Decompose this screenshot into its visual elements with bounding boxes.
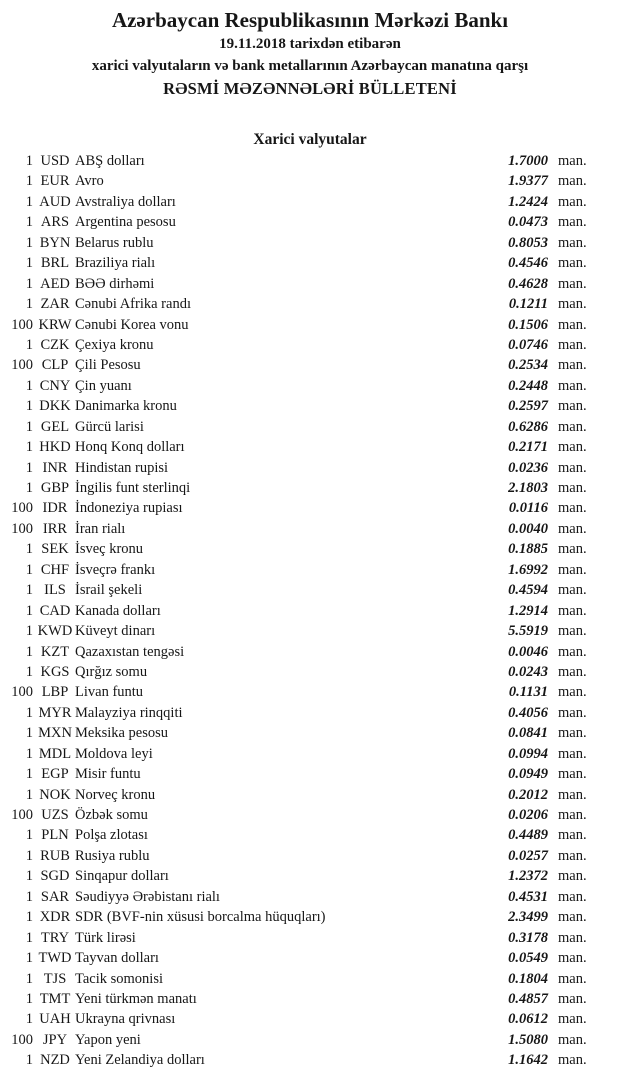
currency-name: Gürcü larisi [75,418,144,435]
currency-code: HKD [39,439,71,456]
currency-code: NOK [39,786,71,803]
currency-quantity: 100 [11,357,33,374]
unit-label: man. [558,439,587,456]
currency-code: DKK [39,398,71,415]
exchange-rate: 0.4857 [508,990,548,1007]
table-row [0,682,620,702]
unit-label: man. [558,500,587,517]
exchange-rate: 1.2424 [508,193,548,210]
exchange-rate: 0.0046 [508,643,548,660]
unit-label: man. [558,275,587,292]
currency-quantity: 1 [25,745,33,762]
unit-label: man. [558,459,587,476]
currency-name: Argentina pesosu [75,214,176,231]
currency-quantity: 100 [11,807,33,823]
exchange-rate: 0.2012 [508,786,548,803]
table-row [0,907,620,927]
table-row [0,703,620,723]
exchange-rate: 0.4056 [508,704,548,721]
table-row [0,458,620,478]
currency-name: Braziliya rialı [75,255,156,272]
currency-code: CNY [39,377,71,394]
exchange-rate: 0.6286 [508,418,548,435]
table-row [0,601,620,621]
unit-label: man. [558,336,587,353]
unit-label: man. [558,766,587,783]
currency-code: MDL [38,745,72,762]
currency-code: TWD [38,950,72,967]
exchange-rate: 1.7000 [508,153,548,169]
unit-label: man. [558,868,587,885]
currency-quantity: 1 [25,398,33,415]
currency-name: İsrail şekeli [75,582,143,599]
currency-quantity: 1 [25,582,33,599]
currency-quantity: 1 [25,623,33,640]
section-title-foreign-currencies: Xarici valyutalar [253,131,367,148]
currency-code: XDR [39,909,71,926]
currency-code: KGS [40,663,70,680]
currency-name: Cənubi Afrika randı [75,296,191,313]
currency-code: MXN [38,725,72,742]
currency-code: PLN [41,827,69,844]
currency-quantity: 1 [25,909,33,926]
table-row [0,498,620,518]
currency-quantity: 1 [25,704,33,721]
unit-label: man. [558,193,587,210]
unit-label: man. [558,704,587,721]
currency-quantity: 1 [25,725,33,742]
currency-name: Ukrayna qrivnası [75,1011,176,1028]
currency-quantity: 1 [25,786,33,803]
unit-label: man. [558,684,587,701]
table-row [0,928,620,948]
unit-label: man. [558,214,587,231]
table-row [0,1009,620,1029]
currency-name: Sinqapur dolları [75,868,169,885]
currency-name: Rusiya rublu [75,847,150,864]
currency-code: CAD [39,602,71,619]
exchange-rate: 0.2448 [508,377,548,394]
unit-label: man. [558,1031,587,1048]
unit-label: man. [558,418,587,435]
exchange-rate: 0.0473 [508,214,548,231]
currency-name: Tayvan dolları [75,950,159,967]
unit-label: man. [558,970,587,987]
exchange-rate: 0.2597 [508,398,548,415]
currency-name: İran rialı [75,520,126,537]
currency-code: KWD [37,623,73,640]
currency-name: BƏƏ dirhəmi [75,275,155,292]
exchange-rate: 1.6992 [508,561,548,578]
currency-quantity: 1 [25,193,33,210]
currency-name: Hindistan rupisi [75,459,169,476]
table-row [0,417,620,437]
currency-quantity: 100 [11,1031,33,1048]
exchange-rate: 0.1211 [508,296,548,313]
currency-code: JPY [42,1031,68,1048]
currency-code: RUB [40,847,70,864]
currency-name: Yeni Zelandiya dolları [75,1052,205,1069]
exchange-rate: 0.3178 [508,929,548,946]
exchange-rate: 0.2534 [508,357,548,374]
currency-name: İsveçrə frankı [75,561,156,578]
table-row [0,171,620,191]
currency-quantity: 1 [25,173,33,190]
unit-label: man. [558,786,587,803]
unit-label: man. [558,541,587,558]
table-row [0,315,620,335]
unit-label: man. [558,888,587,905]
table-row [0,723,620,743]
unit-label: man. [558,643,587,660]
currency-code: UZS [41,807,69,823]
currency-quantity: 1 [25,275,33,292]
exchange-rate: 2.3499 [508,909,548,926]
table-row [0,233,620,253]
currency-code: ILS [44,582,66,599]
unit-label: man. [558,316,587,333]
unit-label: man. [558,480,587,496]
document-subtitle: xarici valyutaların və bank metallarının Azərbaycan manatına qarşı [91,58,529,74]
table-row [0,437,620,457]
currency-code: KRW [38,316,72,333]
currency-code: IDR [42,500,68,517]
currency-table [0,151,620,1071]
currency-code: KZT [40,643,70,660]
exchange-rate: 0.0040 [508,520,548,537]
table-row [0,274,620,294]
currency-quantity: 1 [25,377,33,394]
exchange-rate: 1.1642 [508,1052,548,1069]
currency-name: Misir funtu [75,766,141,783]
currency-name: Yeni türkmən manatı [75,990,197,1007]
table-row [0,989,620,1009]
exchange-rate: 0.1506 [508,316,548,333]
currency-name: Norveç kronu [75,786,156,803]
exchange-rate: 0.4628 [508,275,548,292]
table-row [0,642,620,662]
table-row [0,151,620,171]
currency-name: Danimarka kronu [75,398,177,415]
currency-code: GBP [40,480,70,496]
bank-name-title: Azərbaycan Respublikasının Mərkəzi Bankı [111,8,509,32]
currency-name: Cənubi Korea vonu [75,316,189,333]
currency-quantity: 100 [11,316,33,333]
currency-code: USD [40,153,70,169]
currency-code: BRL [40,255,70,272]
currency-quantity: 1 [25,1052,33,1069]
currency-name: Küveyt dinarı [75,623,156,640]
currency-quantity: 1 [25,459,33,476]
currency-code: SAR [40,888,70,905]
currency-quantity: 1 [25,541,33,558]
table-row [0,825,620,845]
unit-label: man. [558,745,587,762]
currency-code: ZAR [40,296,70,313]
currency-code: CZK [40,336,70,353]
exchange-rate: 0.0206 [508,807,548,823]
currency-name: Səudiyyə Ərəbistanı rialı [75,888,220,905]
currency-name: Meksika pesosu [75,725,169,742]
exchange-rate: 1.2372 [508,868,548,885]
exchange-rate: 0.0243 [508,663,548,680]
currency-name: Kanada dolları [75,602,161,619]
exchange-rate: 0.4546 [508,255,548,272]
currency-quantity: 1 [25,643,33,660]
unit-label: man. [558,827,587,844]
exchange-rate: 0.0257 [508,847,548,864]
currency-quantity: 1 [25,255,33,272]
currency-quantity: 1 [25,1011,33,1028]
unit-label: man. [558,377,587,394]
exchange-rate: 0.0612 [508,1011,548,1028]
exchange-rate: 0.1804 [508,970,548,987]
unit-label: man. [558,398,587,415]
currency-name: Avro [75,173,104,190]
currency-code: TMT [39,990,71,1007]
currency-code: AUD [39,193,71,210]
unit-label: man. [558,520,587,537]
exchange-rate: 1.5080 [508,1031,548,1048]
table-row [0,396,620,416]
exchange-rate: 5.5919 [508,623,548,640]
exchange-rate: 0.0236 [508,459,548,476]
currency-name: Qazaxıstan tengəsi [75,643,185,660]
unit-label: man. [558,990,587,1007]
currency-quantity: 1 [25,970,33,987]
table-row [0,969,620,989]
unit-label: man. [558,296,587,313]
table-row [0,948,620,968]
table-row [0,1050,620,1070]
currency-name: Çexiya kronu [75,336,154,353]
currency-code: EUR [40,173,70,190]
table-row [0,335,620,355]
currency-code: EGP [41,766,69,783]
table-row [0,192,620,212]
currency-quantity: 1 [25,827,33,844]
currency-quantity: 1 [25,929,33,946]
currency-code: BYN [39,234,71,251]
table-row [0,253,620,273]
currency-name: Çili Pesosu [75,357,141,374]
currency-name: Yapon yeni [75,1031,141,1048]
exchange-rate: 1.9377 [508,173,548,190]
currency-name: Livan funtu [75,684,144,701]
currency-quantity: 100 [11,520,33,537]
currency-code: IRR [42,520,68,537]
currency-code: MYR [38,704,72,721]
table-row [0,764,620,784]
exchange-rate: 0.4489 [508,827,548,844]
table-row [0,846,620,866]
currency-name: Moldova leyi [75,745,153,762]
unit-label: man. [558,153,587,169]
currency-quantity: 1 [25,153,33,169]
currency-code: ARS [40,214,70,231]
effective-date-line: 19.11.2018 tarixdən etibarən [219,36,401,52]
table-row [0,785,620,805]
unit-label: man. [558,602,587,619]
currency-quantity: 1 [25,336,33,353]
exchange-rate: 0.8053 [508,234,548,251]
currency-code: SEK [41,541,69,558]
exchange-rate: 0.1885 [508,541,548,558]
currency-code: AED [40,275,70,292]
currency-name: Çin yuanı [75,377,132,394]
currency-code: LBP [41,684,69,701]
exchange-rate: 0.0949 [508,766,548,783]
bulletin-title: RƏSMİ MƏZƏNNƏLƏRİ BÜLLETENİ [163,79,457,98]
currency-code: CHF [40,561,70,578]
unit-label: man. [558,950,587,967]
table-row [0,539,620,559]
currency-quantity: 1 [25,439,33,456]
currency-name: Avstraliya dolları [75,193,176,210]
unit-label: man. [558,561,587,578]
exchange-rate: 0.0549 [508,950,548,967]
currency-code: NZD [40,1052,70,1069]
exchange-rate: 0.4594 [508,582,548,599]
currency-name: Özbək somu [75,807,148,823]
table-row [0,519,620,539]
currency-quantity: 1 [25,418,33,435]
unit-label: man. [558,623,587,640]
currency-name: Malayziya rinqqiti [75,704,183,721]
currency-quantity: 1 [25,950,33,967]
table-row [0,662,620,682]
currency-code: INR [42,459,68,476]
table-row [0,355,620,375]
currency-quantity: 1 [25,766,33,783]
currency-quantity: 1 [25,214,33,231]
currency-name: Qırğız somu [75,663,148,680]
unit-label: man. [558,807,587,823]
exchange-rate: 0.0746 [508,336,548,353]
currency-code: UAH [39,1011,71,1028]
currency-code: GEL [40,418,70,435]
currency-name: SDR (BVF-nin xüsusi borcalma hüquqları) [75,909,326,926]
table-row [0,580,620,600]
currency-quantity: 1 [25,847,33,864]
currency-name: ABŞ dolları [75,153,145,169]
currency-quantity: 1 [25,868,33,885]
currency-quantity: 1 [25,561,33,578]
table-row [0,621,620,641]
currency-code: TJS [43,970,67,987]
currency-code: TRY [40,929,70,946]
currency-name: Türk lirəsi [75,929,136,946]
table-row [0,212,620,232]
unit-label: man. [558,582,587,599]
currency-quantity: 1 [25,990,33,1007]
unit-label: man. [558,725,587,742]
currency-quantity: 100 [11,500,33,517]
table-row [0,478,620,498]
unit-label: man. [558,255,587,272]
exchange-rate: 0.0116 [508,500,548,517]
currency-quantity: 1 [25,663,33,680]
exchange-rate: 0.4531 [508,888,548,905]
currency-name: Belarus rublu [75,234,154,251]
table-row [0,887,620,907]
unit-label: man. [558,357,587,374]
currency-name: Polşa zlotası [75,827,148,844]
currency-quantity: 1 [25,888,33,905]
table-row [0,376,620,396]
exchange-rate: 0.2171 [508,439,548,456]
exchange-rate: 1.2914 [508,602,548,619]
unit-label: man. [558,909,587,926]
currency-code: SGD [40,868,70,885]
currency-name: İsveç kronu [75,541,144,558]
table-row [0,294,620,314]
currency-name: İndoneziya rupiası [75,500,183,517]
currency-quantity: 1 [25,234,33,251]
unit-label: man. [558,234,587,251]
table-row [0,744,620,764]
currency-quantity: 100 [11,684,33,701]
exchange-rate: 0.1131 [508,684,548,701]
table-row [0,866,620,886]
unit-label: man. [558,1052,587,1069]
table-row [0,560,620,580]
currency-quantity: 1 [25,480,33,496]
currency-name: Tacik somonisi [75,970,163,987]
unit-label: man. [558,847,587,864]
table-row [0,1030,620,1050]
currency-quantity: 1 [25,602,33,619]
document-header [0,0,620,100]
table-row [0,805,620,825]
unit-label: man. [558,663,587,680]
currency-code: CLP [41,357,69,374]
exchange-rate: 0.0994 [508,745,548,762]
unit-label: man. [558,929,587,946]
unit-label: man. [558,1011,587,1028]
currency-name: Honq Konq dolları [75,439,185,456]
unit-label: man. [558,173,587,190]
currency-quantity: 1 [25,296,33,313]
exchange-rate: 2.1803 [508,480,548,496]
currency-name: İngilis funt sterlinqi [75,480,191,496]
exchange-rate: 0.0841 [508,725,548,742]
